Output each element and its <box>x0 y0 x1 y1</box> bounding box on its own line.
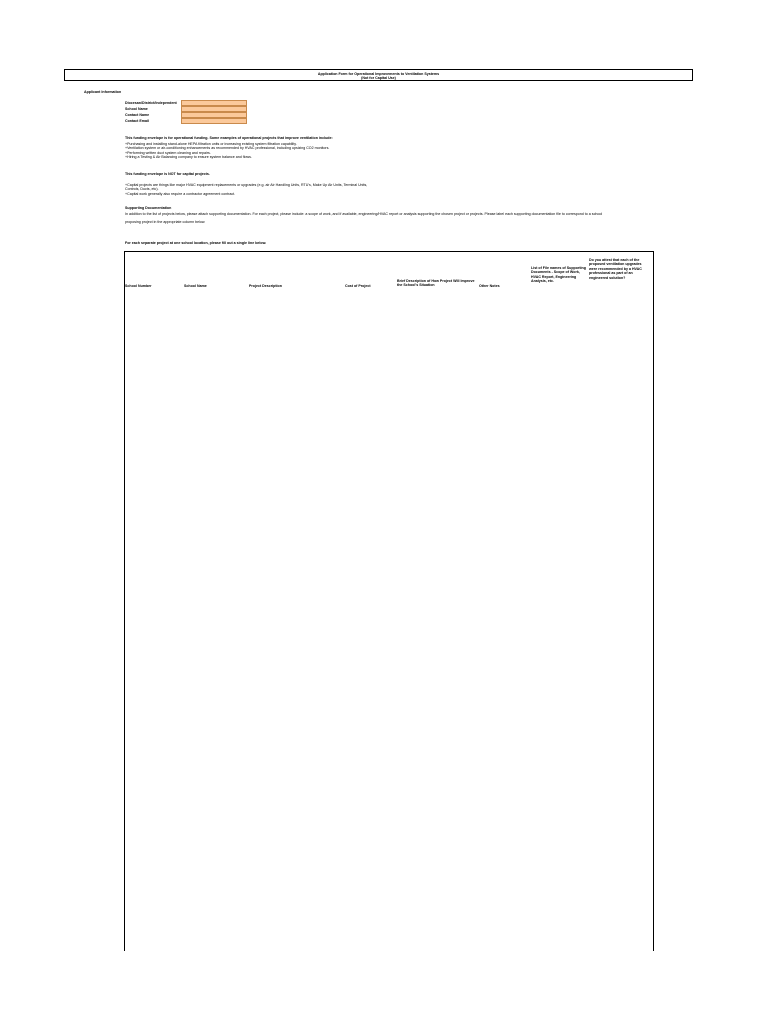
col-header-cost: Cost of Project <box>345 284 371 288</box>
school-name-field[interactable] <box>181 106 247 112</box>
field-label-contact-name: Contact Name <box>125 113 150 117</box>
operational-bullet: +Hiring a Testing & Air Balancing company to ensure system balance and flows. <box>125 155 252 160</box>
capital-bullet: +Capital projects are things like major HVAC equipment replacements or upgrades (e.g. air Air Handling Units, RTU's, Make Up Air Units, Terminal Units, <box>125 183 368 187</box>
projects-table <box>124 251 654 951</box>
operational-bullet: +Performing written duct system cleaning and repairs. <box>125 150 211 155</box>
col-header-hvac-attestation: Do you attest that each of the proposed ventilation upgrades were recommended by a HVAC professional as part of an engineered solution? <box>589 258 642 280</box>
capital-bullet: Controls, Ducts, etc). <box>125 187 159 192</box>
capital-bullet-list <box>125 183 367 196</box>
col-header-school-number: School Number <box>125 284 152 288</box>
contact-name-field[interactable] <box>181 112 247 118</box>
capital-bullet: +Capital work generally also require a contractor agreement contract. <box>125 191 236 196</box>
col-header-school-name: School Name <box>184 284 207 288</box>
form-subtitle: (Not for Capital Use) <box>361 75 396 80</box>
capital-heading: This funding envelope is NOT for capital projects. <box>125 172 210 176</box>
form-title-box <box>64 69 693 81</box>
field-label-contact-email: Contact Email <box>125 119 149 123</box>
district-field[interactable] <box>181 100 247 106</box>
supporting-text-2: proposing project in the appropriate column below. <box>125 220 206 224</box>
applicant-section-label: Applicant Information <box>84 90 122 94</box>
supporting-heading: Supporting Documentation <box>125 206 172 210</box>
col-header-other-notes: Other Notes <box>479 284 500 288</box>
supporting-text-1: In addition to the list of projects below, please attach supporting documentation. For each project, please include: a scope of work, and if available, engineering/HVAC report or analysis supporting the chosen project or projects. Please label each supporting documentation file to correspond to a school <box>125 212 603 216</box>
col-header-project-description: Project Description <box>249 284 282 288</box>
operational-bullet: +Ventilation system or air-conditioning enhancements as recommended by HVAC professional, including upsizing CO2 monitors. <box>125 146 330 151</box>
field-label-school-name: School Name <box>125 107 148 111</box>
form-title: Application Form for Operational Improvements to Ventilation Systems <box>317 71 440 76</box>
contact-email-field[interactable] <box>181 118 247 124</box>
operational-bullet: +Purchasing and installing stand-alone HEPA filtration units or increasing existing system filtration capability. <box>125 142 297 146</box>
col-header-supporting-docs: List of File names of Supporting Documents - Scope of Work, HVAC Report, Engineering Analysis, etc. <box>531 266 586 284</box>
operational-bullet-list <box>125 142 329 160</box>
operational-heading: This funding envelope is for operational funding. Some examples of operational projects that improve ventilation include: <box>125 136 333 140</box>
field-label-district: Diocesan/District/Independent <box>125 101 177 105</box>
col-header-brief-description: Brief Description of How Project Will Improve the School's Situation <box>397 279 475 288</box>
table-instruction: For each separate project at one school location, please fill out a single line below. <box>125 241 267 245</box>
